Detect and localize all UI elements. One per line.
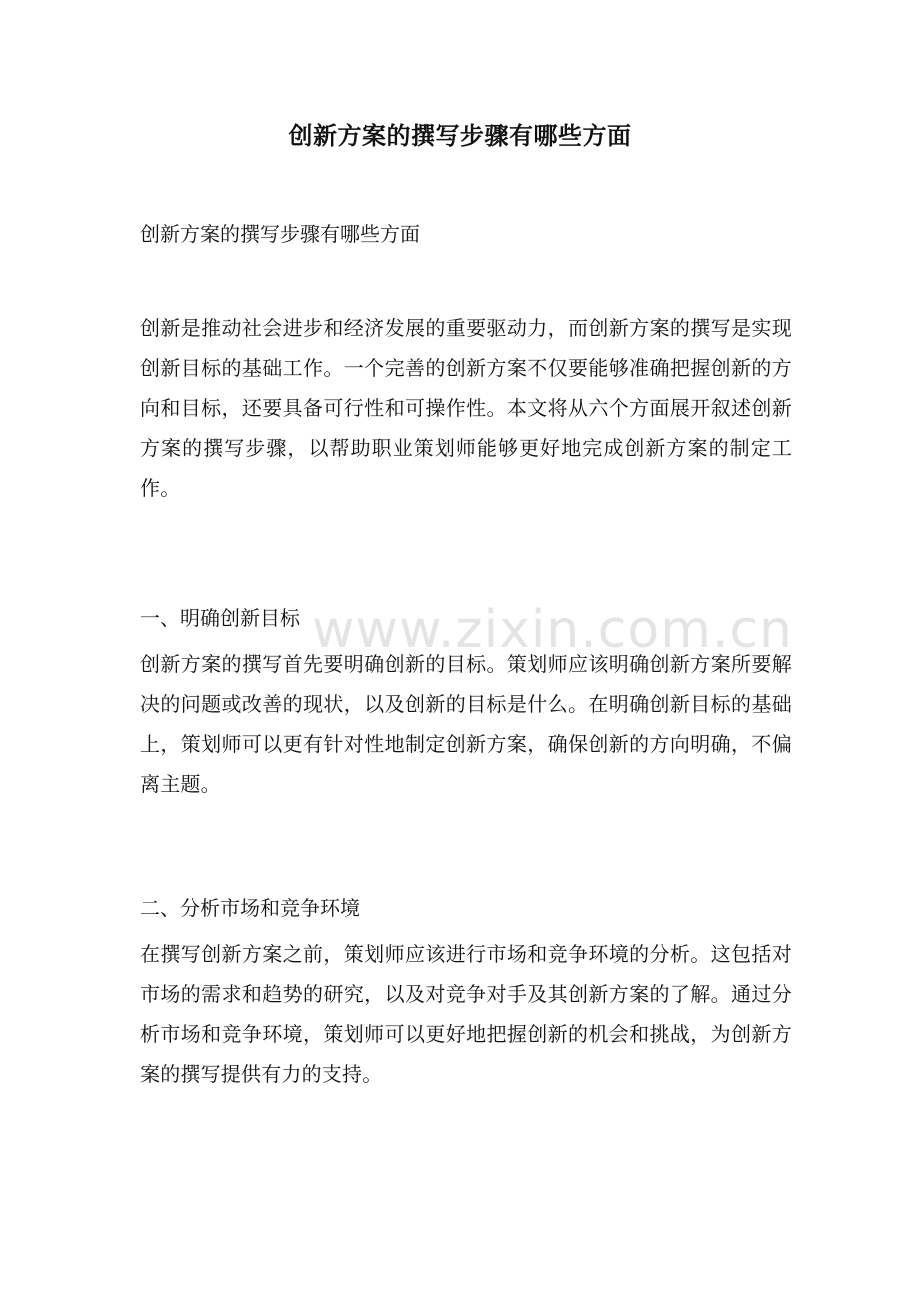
intro-paragraph: 创新是推动社会进步和经济发展的重要驱动力，而创新方案的撰写是实现创新目标的基础工作。一个完善的创新方案不仅要能够准确把握创新的方向和目标，还要具备可行性和可操作性。本文将从六个方面展开叙述创新方案的撰写步骤，以帮助职业策划师能够更好地完成创新方案的制定工作。 [140, 316, 792, 500]
section-1-body [140, 644, 792, 804]
section-1-heading [140, 598, 792, 638]
intro-section [140, 308, 792, 508]
document-title: 创新方案的撰写步骤有哪些方面 [288, 121, 632, 150]
section-2-heading [140, 888, 792, 928]
section-paragraph: 在撰写创新方案之前，策划师应该进行市场和竞争环境的分析。这包括对市场的需求和趋势的研究，以及对竞争对手及其创新方案的了解。通过分析市场和竞争环境，策划师可以更好地把握创新的机会和挑战，为创新方案的撰写提供有力的支持。 [140, 942, 792, 1086]
section-paragraph: 创新方案的撰写首先要明确创新的目标。策划师应该明确创新方案所要解决的问题或改善的现状，以及创新的目标是什么。在明确创新目标的基础上，策划师可以更有针对性地制定创新方案，确保创新的方向明确，不偏离主题。 [140, 652, 792, 796]
section-heading: 二、分析市场和竞争环境 [140, 896, 360, 920]
watermark: www.zixin.com.cn [312, 600, 793, 660]
section-heading: 一、明确创新目标 [140, 606, 300, 630]
section-2-body [140, 934, 792, 1094]
document-subtitle: 创新方案的撰写步骤有哪些方面 [140, 222, 420, 246]
